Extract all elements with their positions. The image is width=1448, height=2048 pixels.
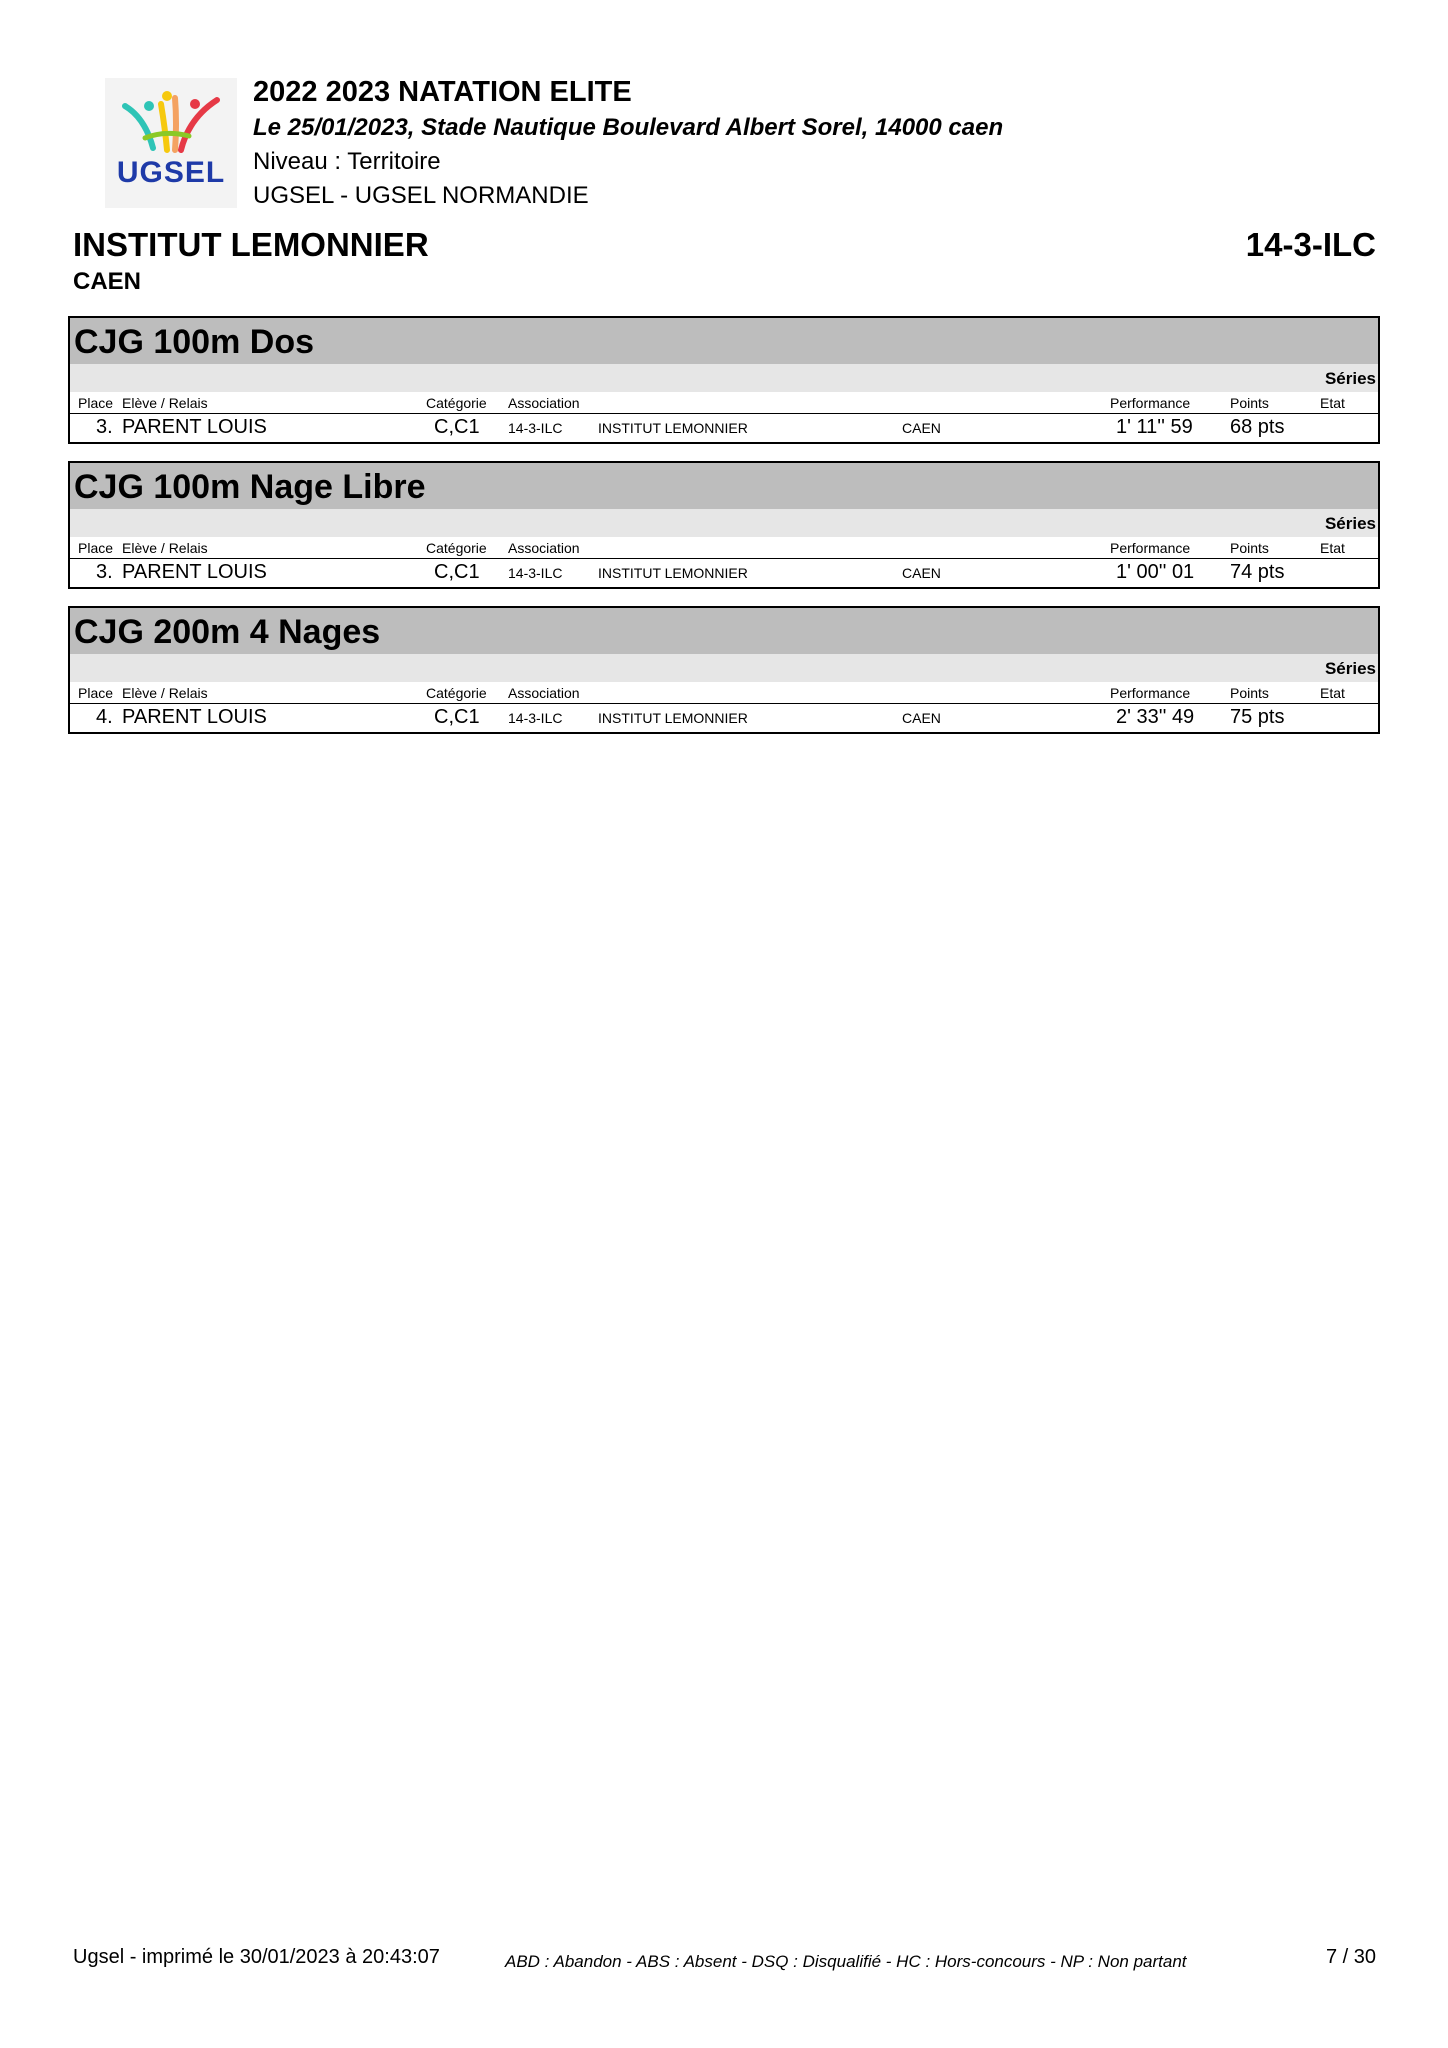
col-categorie: Catégorie [426,540,487,556]
result-name: PARENT LOUIS [122,416,267,438]
result-performance: 1' 00'' 01 [1116,561,1195,583]
col-eleve: Elève / Relais [122,685,208,701]
col-place: Place [78,540,114,556]
col-points: Points [1230,395,1269,411]
col-association: Association [508,685,580,701]
col-categorie: Catégorie [426,395,487,411]
result-category: C,C1 [434,416,480,438]
result-performance: 2' 33'' 49 [1116,706,1195,728]
event-title: CJG 200m 4 Nages [70,608,1378,654]
result-category: C,C1 [434,561,480,583]
col-performance: Performance [1110,685,1191,701]
result-row [70,414,1378,442]
event-block [68,316,1380,444]
col-points: Points [1230,540,1269,556]
col-performance: Performance [1110,540,1191,556]
col-eleve: Elève / Relais [122,395,208,411]
result-assoc-code: 14-3-ILC [508,565,563,581]
result-assoc-code: 14-3-ILC [508,420,563,436]
event-block [68,461,1380,589]
event-round: Séries [70,364,1378,392]
result-assoc-name: INSTITUT LEMONNIER [598,710,748,726]
result-name: PARENT LOUIS [122,706,267,728]
col-etat: Etat [1320,685,1345,701]
competition-date-venue: Le 25/01/2023, Stade Nautique Boulevard Albert Sorel, 14000 caen [253,114,1004,141]
result-city: CAEN [902,565,941,581]
logo-text: UGSEL [116,156,226,189]
result-points: 68 pts [1230,416,1285,438]
col-etat: Etat [1320,395,1345,411]
result-city: CAEN [902,710,941,726]
event-block [68,606,1380,734]
col-etat: Etat [1320,540,1345,556]
result-assoc-code: 14-3-ILC [508,710,563,726]
event-title: CJG 100m Nage Libre [70,463,1378,509]
competition-title: 2022 2023 NATATION ELITE [253,76,632,108]
club-city: CAEN [73,268,142,295]
footer-legend: ABD : Abandon - ABS : Absent - DSQ : Disqualifié - HC : Hors-concours - NP : Non partant [505,1952,1187,1971]
event-round: Séries [70,509,1378,537]
ugsel-figures-icon [105,78,237,158]
event-round: Séries [70,654,1378,682]
club-code: 14-3-ILC [1245,226,1376,263]
col-performance: Performance [1110,395,1191,411]
result-performance: 1' 11'' 59 [1116,416,1193,438]
col-place: Place [78,395,114,411]
col-association: Association [508,395,580,411]
col-points: Points [1230,685,1269,701]
column-headers [70,682,1378,704]
result-place: 3. [96,416,113,438]
competition-level: Niveau : Territoire [253,148,441,175]
column-headers [70,537,1378,559]
footer-printed: Ugsel - imprimé le 30/01/2023 à 20:43:07 [73,1946,440,1968]
page-number: 7 / 30 [1325,1946,1376,1968]
result-points: 74 pts [1230,561,1285,583]
column-headers [70,392,1378,414]
result-points: 75 pts [1230,706,1285,728]
result-assoc-name: INSTITUT LEMONNIER [598,565,748,581]
result-category: C,C1 [434,706,480,728]
result-row [70,559,1378,587]
ugsel-logo [105,78,237,208]
competition-organization: UGSEL - UGSEL NORMANDIE [253,182,589,209]
event-title: CJG 100m Dos [70,318,1378,364]
result-assoc-name: INSTITUT LEMONNIER [598,420,748,436]
result-name: PARENT LOUIS [122,561,267,583]
col-eleve: Elève / Relais [122,540,208,556]
col-place: Place [78,685,114,701]
col-categorie: Catégorie [426,685,487,701]
col-association: Association [508,540,580,556]
result-place: 3. [96,561,113,583]
result-city: CAEN [902,420,941,436]
result-row [70,704,1378,732]
result-place: 4. [96,706,113,728]
club-name: INSTITUT LEMONNIER [73,226,429,263]
